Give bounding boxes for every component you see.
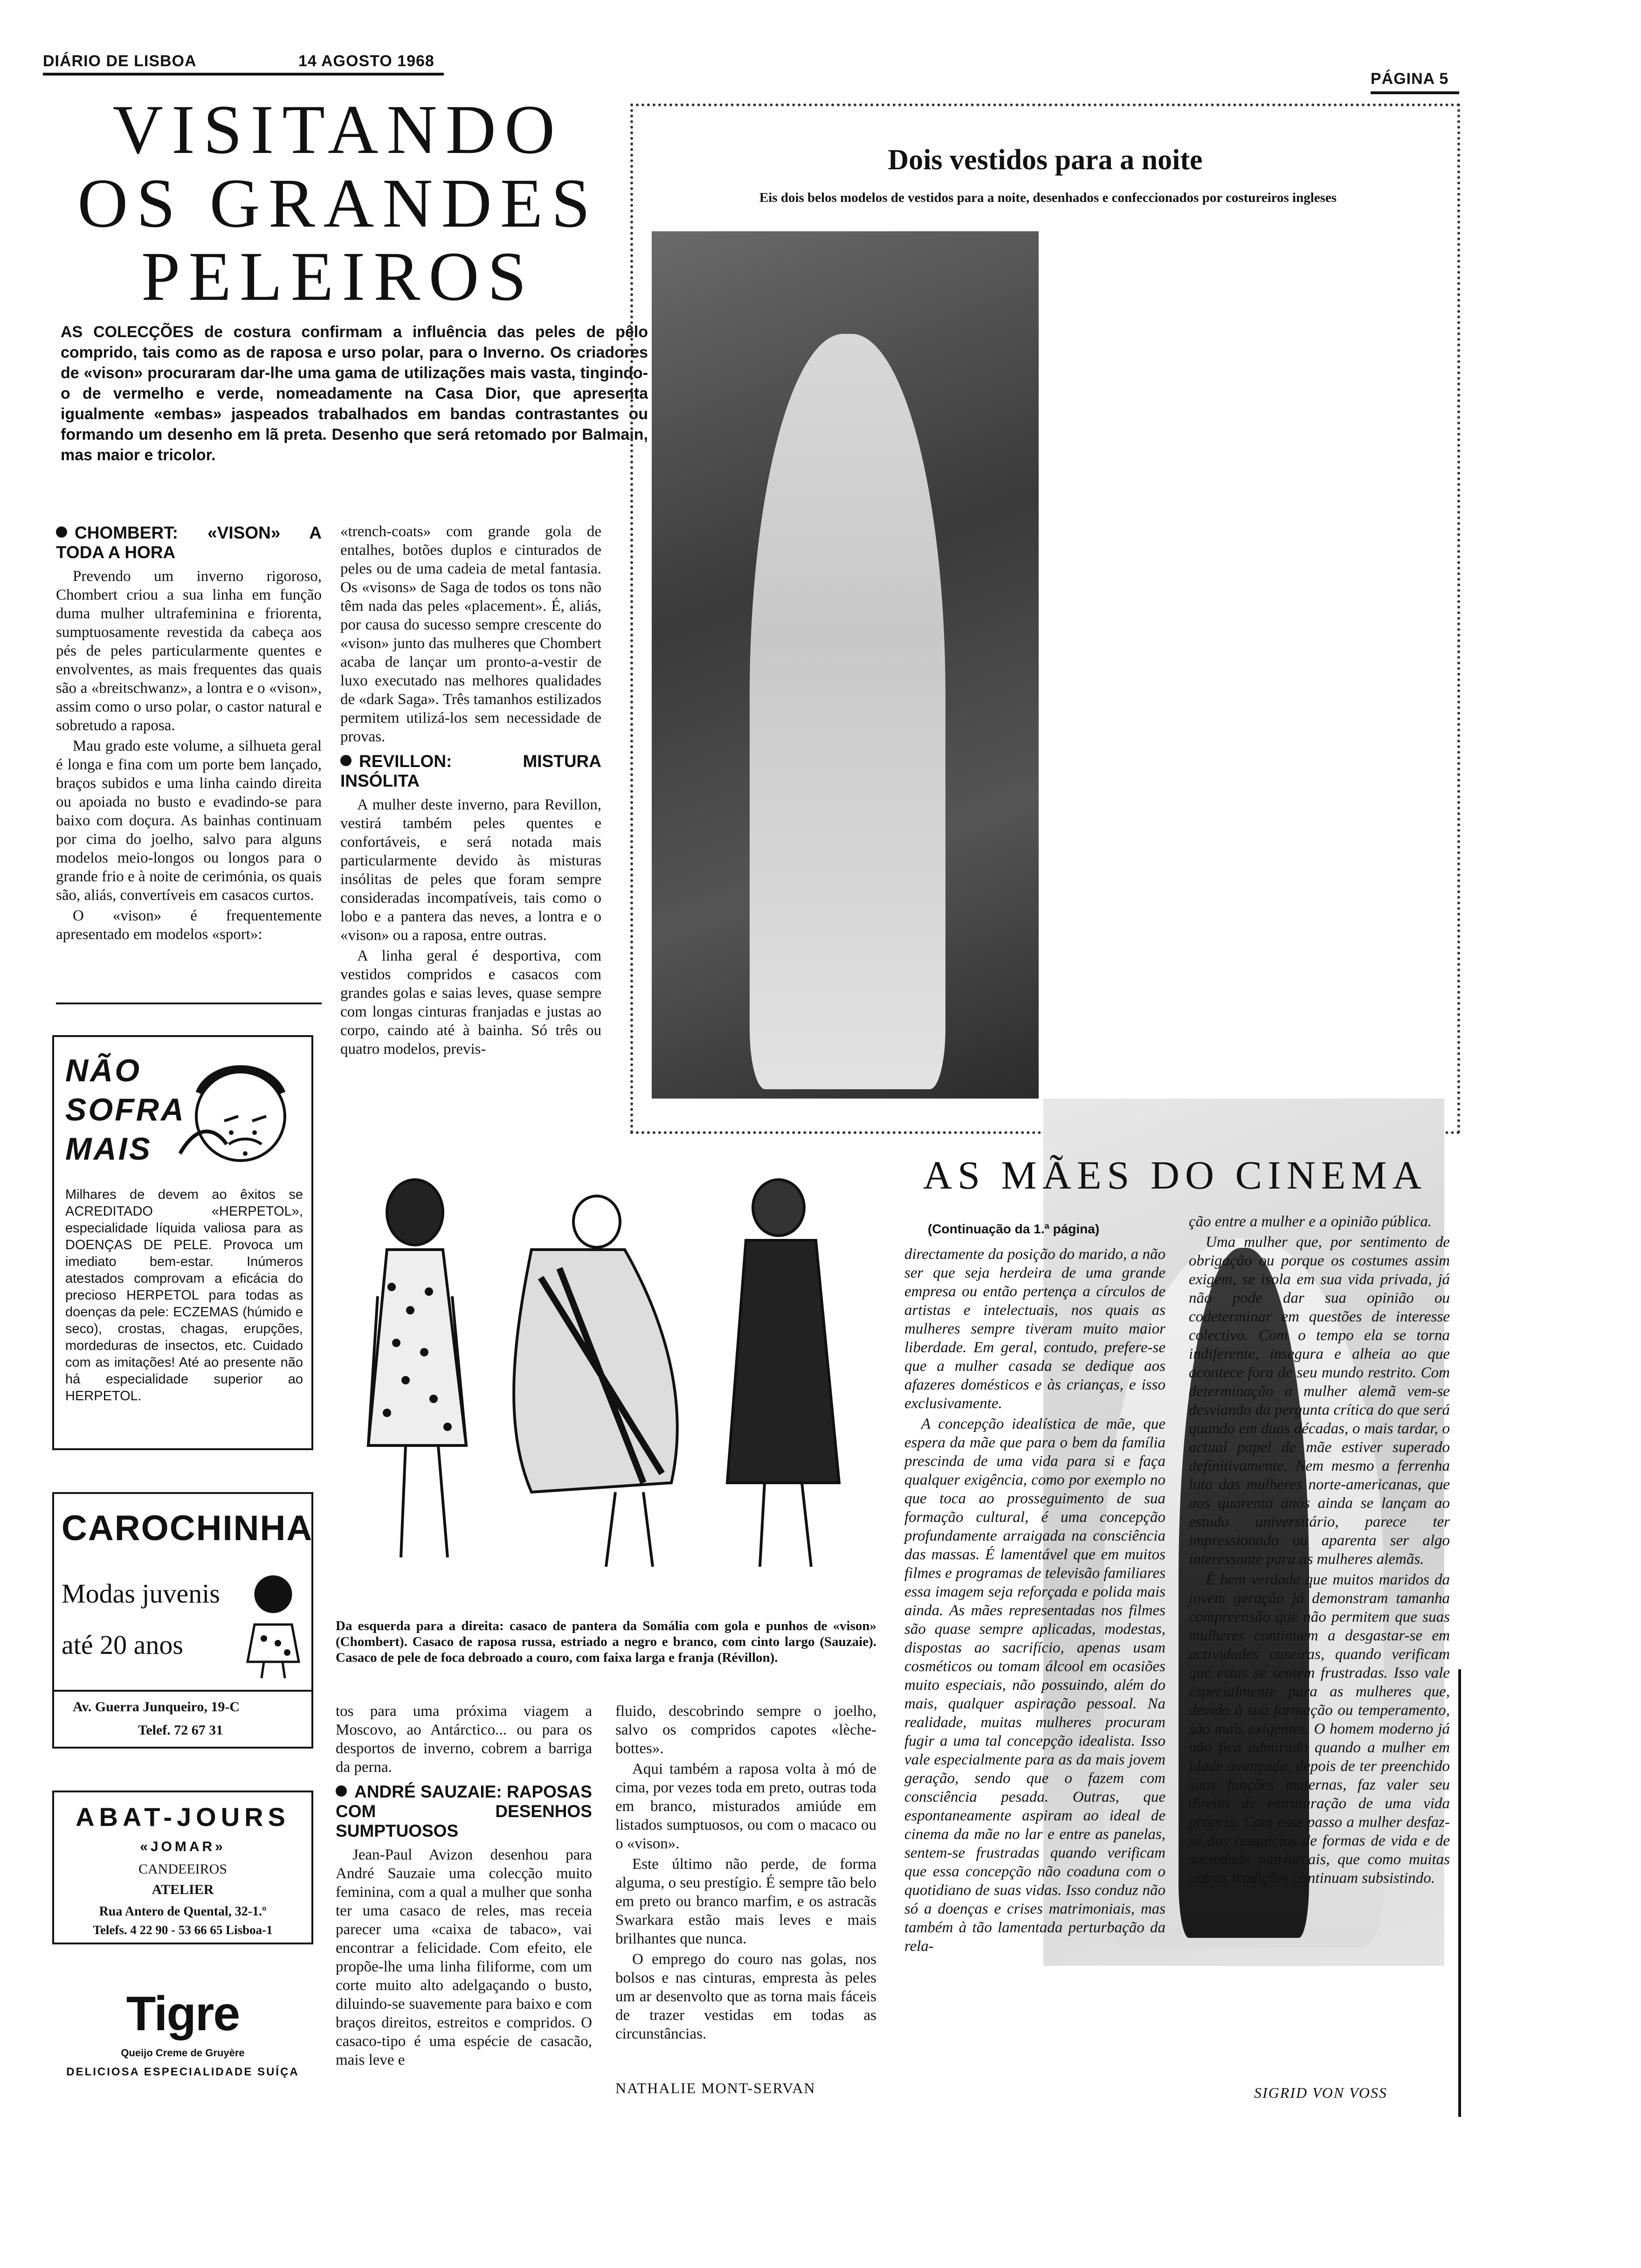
- section-chombert-heading: [56, 523, 322, 562]
- column-divider: [56, 1003, 322, 1004]
- beetle-doll-icon: [241, 1569, 306, 1680]
- article2-signature: SIGRID VON VOSS: [1254, 2084, 1387, 2101]
- paragraph: «trench-coats» com grande gola de entalhes, botões duplos e cinturados de peles ou de uma cadeia de metal fantasia. Os «visons» de Saga de todos os tons não têm nada das peles «placement». É, aliás, por causa do sucesso sempre crescente do «vison» junto das mulheres que Chombert acaba de lançar um pronto-a-vestir de luxo executado nas melhores qualidades de «dark Saga». Três tamanhos estilizados permitem utilizá-los sem necessidade de provas.: [340, 523, 601, 745]
- section-revillon-heading: [340, 752, 601, 791]
- article-lead: AS COLECÇÕES de costura confirmam a influência das peles de pêlo comprido, tais como as de raposa e urso polar, para o Inverno. Os criadores de «vison» procuraram dar-lhe uma gama de utilizações mais vasta, tingindo-o de vermelho e verde, nomeadamente na Casa Dior, que apresenta igualmente «embas» jaspeados trabalhados em bandas contrastantes ou formando um desenho em lã preta. Desenho que será retomado por Balmain, mas maior e tricolor.: [61, 323, 648, 464]
- title-line-2: OS GRANDES: [77, 164, 599, 242]
- side-rule: [1458, 1669, 1461, 2117]
- ad-herpetol-headline: [65, 1051, 186, 1169]
- article1-column-1: [56, 518, 322, 946]
- newspaper-name: DIÁRIO DE LISBOA: [43, 52, 197, 70]
- ad-divider: [54, 1690, 311, 1692]
- article-title-peleiros: [51, 93, 625, 314]
- ad-tigre-line-2: DELICIOSA ESPECIALIDADE SUÍÇA: [66, 2066, 299, 2078]
- article1-signature: NATHALIE MONT-SERVAN: [615, 2080, 816, 2096]
- paragraph: fluido, descobrindo sempre o joelho, salvo os compridos capotes «lèche-bottes».: [615, 1703, 876, 1757]
- ad-abat-jours-line-2: ATELIER: [152, 1882, 214, 1897]
- continuation-note: (Continuação da 1.ª página): [928, 1222, 1100, 1236]
- ad-carochinha-name: CAROCHINHA: [62, 1508, 313, 1548]
- photo-box-caption: Eis dois belos modelos de vestidos para a noite, desenhados e confeccionados por costureiros ingleses: [759, 190, 1337, 205]
- paragraph: O «vison» é frequentemente apresentado em modelos «sport»:: [56, 907, 322, 943]
- evening-dress-photo-left: [652, 231, 1039, 1099]
- ad-carochinha-address: Av. Guerra Junqueiro, 19-C: [73, 1699, 240, 1715]
- header-rule: [43, 73, 444, 76]
- ad-tigre-logo: Tigre: [126, 1987, 240, 2041]
- bullet-icon: [340, 755, 352, 766]
- paragraph: Prevendo um inverno rigoroso, Chombert criou a sua linha em função duma mulher ultrafeminina e friorenta, sumptuosamente revestida da cabeça aos pés de peles particularmente quentes e envolventes, as mais frequentes das quais são a «breitschwanz», a lontra e o «vison», assim como o urso polar, o castor natural e sobretudo a raposa.: [56, 568, 322, 734]
- ad-tigre: [52, 1986, 313, 2094]
- article2-column-2: [1189, 1212, 1450, 1889]
- photo-box-title: Dois vestidos para a noite: [888, 144, 1203, 176]
- paragraph: Jean-Paul Avizon desenhou para André Sauzaie uma colecção muito feminina, com a qual a mulher que sonha ter uma casaco de reles, mas receia parecer uma «caixa de tabaco», vai encontrar a felicidade. Com efeito, ele propõe-lhe uma linha filiforme, com um corte muito alto adelgaçando o busto, diluindo-se suavemente para baixo e com braços direitos, estreitos e compridos. O casaco-tipo é uma espécie de casacão, mais leve e: [336, 1846, 592, 2068]
- section-chombert-title: CHOMBERT: «VISON» A TODA A HORA: [56, 523, 322, 562]
- paragraph: Este último não perde, de forma alguma, o seu prestígio. É sempre tão belo em preto ou branco marfim, e os astracãs Swarkara estão mais leves e mais brilhantes que nunca.: [615, 1856, 876, 1947]
- ad-abat-jours-name: ABAT-JOURS: [76, 1802, 290, 1832]
- article1-bottom-column-2: [615, 1702, 876, 2045]
- article2-title: AS MÃES DO CINEMA: [923, 1153, 1427, 1197]
- ad-tigre-line-1: Queijo Creme de Gruyère: [121, 2047, 245, 2059]
- paragraph: Aqui também a raposa volta à mó de cima, por vezes toda em preto, outras toda em branco, misturados amiúde em listados sumptuosos, ou com o macaco ou o «vison».: [615, 1761, 876, 1852]
- paragraph: directamente da posição do marido, a não ser que seja herdeira de uma grande empresa ou então pertença a círculos de artistas e intelectuais, nos quais as mulheres sempre tiveram muito maior liberdade. Em geral, contudo, prefere-se que a mulher casada se dedique aos afazeres domésticos e às crianças, e isso exclusivamente.: [904, 1246, 1165, 1412]
- suffering-face-icon: [171, 1051, 306, 1177]
- white-gown-figure: [750, 334, 945, 1089]
- headline-line-3: MAIS: [65, 1131, 152, 1167]
- headline-line-2: SOFRA: [65, 1092, 186, 1127]
- ad-herpetol-body: Milhares de devem ao êxitos se ACREDITADO «HERPETOL», especialidade líquida valiosa para as DOENÇAS DE PELE. Provoca um imediato bem-estar. Inúmeros atestados comprovam a eficácia do precioso HERPETOL para todas as doenças da pele: ECZEMAS (húmido e seco), crostas, chagas, erupções, mordeduras de insectos, etc. Cuidado com as imitações! Até ao presente não há especialidade superior ao HERPETOL.: [65, 1187, 303, 1404]
- issue-date: 14 AGOSTO 1968: [298, 52, 434, 70]
- paragraph: A linha geral é desportiva, com vestidos compridos e casacos com grandes golas e saias leves, quase sempre com longas cinturas franjadas e justas ao corpo, caindo até à bainha. Só três ou quatro modelos, previs-: [340, 947, 601, 1058]
- ad-abat-jours-phones: Telefs. 4 22 90 - 53 66 65 Lisboa-1: [93, 1923, 273, 1937]
- paragraph: A concepção idealística de mãe, que espera da mãe que para o bem da família prescinda de uma vida para si e faça qualquer exigência, como por exemplo no que toca ao prosseguimento de sua formação cultural, é uma concepção profundamente arraigada na consciência das massas. É lamentável que em muitos filmes e programas de televisão familiares essa imagem seja reforçada e polida mais ainda. As mães representadas nos filmes são quase sempre aplicadas, modestas, dispostas ao sacrifício, apenas usam cosméticos ou tomam álcool em ocasiões muito especiais, não possuindo, além do mais, qualquer aspiração pessoal. Na realidade, muitas mulheres procuram fugir a uma tal concepção idealista. Isso vale especialmente para as da mais jovem geração, sendo que o fazem com consciência pesada. Outras, que espontaneamente aspiram ao ideal de cinema da mãe no lar e entre as panelas, sentem-se frustradas quando verificam que essa concepção não coaduna com o quotidiano de suas vidas. Isso conduz não só a doenças e crises matrimoniais, mas também à tão lamentada perturbação da rela-: [904, 1416, 1165, 1955]
- title-line-3: PELEIROS: [141, 238, 535, 315]
- page-rule: [1371, 91, 1459, 94]
- section-revillon-title: REVILLON: MISTURA INSÓLITA: [340, 752, 601, 790]
- bullet-icon: [56, 526, 67, 538]
- ad-abat-jours-line-1: CANDEEIROS: [138, 1861, 227, 1877]
- ad-abat-jours-address: Rua Antero de Quental, 32-1.º: [99, 1904, 267, 1919]
- ad-herpetol: [52, 1035, 313, 1450]
- paragraph: O emprego do couro nas golas, nos bolsos e nas cinturas, empresta às peles um ar desenvolto que as torna mais fáceis de trazer vestidas em todas as circunstâncias.: [615, 1951, 876, 2042]
- sketch-illustration: [336, 1156, 876, 1599]
- article1-bottom-column-1: [336, 1702, 592, 2071]
- ad-abat-jours-brand: «JOMAR»: [140, 1839, 226, 1854]
- ad-abat-jours: [52, 1791, 313, 1944]
- article1-column-2: [340, 522, 601, 1060]
- paragraph: A mulher deste inverno, para Revillon, vestirá também peles quentes e confortáveis, e será notada mais particularmente devido às misturas insólitas de peles que foram sempre consideradas incompatíveis, tais como o lobo e a pantera das neves, a lontra e o «vison» ou a raposa, entre outras.: [340, 796, 601, 944]
- sketch-caption: Da esquerda para a direita: casaco de pantera da Somália com gola e punhos de «vison» (Chombert). Casaco de raposa russa, estriado a negro e branco, com cinto largo (Sauzaie). Casaco de pele de foca debroado a couro, com faixa larga e franja (Révillon).: [336, 1618, 876, 1665]
- photo-box: [630, 104, 1460, 1134]
- section-sauzaie-title: ANDRÉ SAUZAIE: RAPOSAS COM DESENHOS SUMPTUOSOS: [336, 1782, 592, 1840]
- title-line-1: VISITANDO: [112, 91, 564, 168]
- section-sauzaie-heading: [336, 1782, 592, 1841]
- bullet-icon: [336, 1785, 347, 1797]
- headline-line-1: NÃO: [65, 1053, 142, 1088]
- paragraph: É bem verdade que muitos maridos da jovem geração já demonstram tamanha compreensão que não permitem que suas mulheres continuem a desgastar-se em actividades caseiras, quando verificam que estas se sentem frustradas. Isso vale especialmente para as mulheres que, devido à sua formação ou temperamento, são mais exigentes. O homem moderno já não fica admirado quando a mulher em idade avançada, depois de ter preenchido suas funções maternas, faz valer seu direito de estruturação de uma vida própria. Com esse passo a mulher desfaz-se dos resquícios de formas de vida e de sociedade patriarcais, que como muitas outras tradições continuam subsistindo.: [1189, 1571, 1450, 1887]
- ad-carochinha-line-1: Modas juvenis: [62, 1578, 220, 1609]
- paragraph: tos para uma próxima viagem a Moscovo, ao Antárctico... ou para os desportos de inverno, cobrem a barriga da perna.: [336, 1703, 592, 1776]
- ad-carochinha-line-2: até 20 anos: [62, 1630, 183, 1660]
- paragraph: Uma mulher que, por sentimento de obrigação ou porque os costumes assim exigem, se isola em sua vida privada, já não pode dar sua opinião ou codeterminar em questões de interesse colectivo. Com o tempo ela se torna indiferente, insegura e alheia ao que acontece fora de seu mundo restrito. Com determinação a mulher alemã vem-se desviando da pergunta crítica do que será quando em duas décadas, o mais tardar, o actual papel de mãe estiver superado definitivamente. Nem mesmo a ferrenha luta das mulheres norte-americanas, que aos quarenta anos ainda se lançam ao estudo universitário, parece ter impressionado ou aparenta ser algo interessante para as mulheres alemãs.: [1189, 1234, 1450, 1568]
- article2-column-1: [904, 1245, 1165, 1957]
- ad-carochinha: [52, 1492, 313, 1749]
- paragraph: ção entre a mulher e a opinião pública.: [1189, 1213, 1432, 1230]
- page-number: PÁGINA 5: [1371, 70, 1449, 88]
- fashion-sketches: [336, 1156, 876, 1599]
- paragraph: Mau grado este volume, a silhueta geral é longa e fina com um porte bem lançado, braços subidos e uma linha caindo direita ou apoiada no busto e evadindo-se para baixo com doçura. As bainhas continuam por cima do joelho, salvo para alguns modelos meio-longos ou longos para o grande frio e à noite de cerimónia, os quais são, aliás, convertíveis em casacos curtos.: [56, 738, 322, 904]
- ad-carochinha-phone: Telef. 72 67 31: [138, 1722, 223, 1738]
